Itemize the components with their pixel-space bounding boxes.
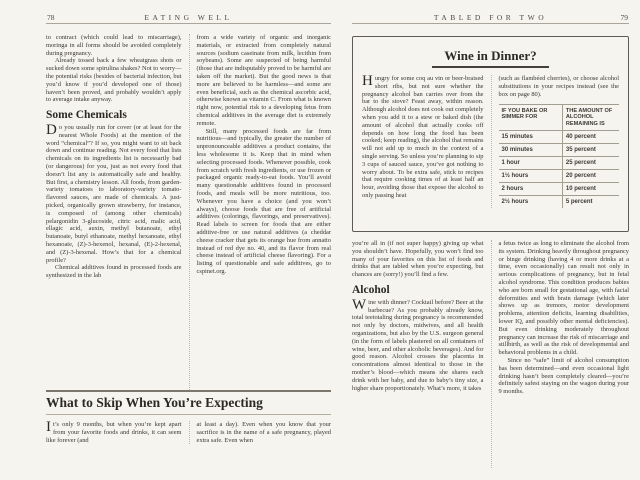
wine-box-column-2 — [491, 75, 620, 208]
section-what-to-skip — [46, 390, 331, 444]
section-column-1 — [46, 421, 189, 444]
table-row — [499, 144, 620, 157]
page-right — [352, 0, 629, 480]
paragraph — [46, 121, 182, 264]
wine-box-columns — [362, 75, 619, 208]
left-page-number: 78 — [47, 13, 55, 22]
right-column-1 — [352, 240, 491, 468]
paragraph — [352, 296, 484, 393]
wine-box-title-wrap — [362, 47, 619, 68]
table-cell: 30 minutes — [499, 144, 563, 157]
left-running-head: EATING WELL — [144, 13, 233, 22]
paragraph-text: ungry for some coq au vin or beer-braised short ribs, but not sure whether the pregnancy alcohol ban carries over from the bar to the stove? Feast away, within reason. Although alcohol does not cook out completely when you add it to a stew or baked dish (the amount of alcohol that actually cooks off depends on how long the food has been cooked; keep reading), the alcohol that remains will not add up to much in the context of a single serving. So unless you’re planning to sip 3 cups of sauced sauce, you’ve got nothing to worry about. To be extra safe, stick to recipes that require cooking times of at least half an hour, avoiding those that expose the alcohol to only passing heat — [362, 75, 484, 199]
table-row — [499, 183, 620, 196]
paragraph: you’re all in (if not super happy) giving up what you shouldn’t have. Hopefully, you won’t find too many of your favorites on this list of foods and drinks that are tabled when you’re expecting, but chances are (sorry!) you’ll find a few. — [352, 240, 484, 279]
table-cell: 2½ hours — [499, 196, 563, 209]
table-cell: 5 percent — [562, 196, 619, 209]
left-page-header — [46, 13, 331, 24]
table-cell: 20 percent — [562, 170, 619, 183]
left-column-2 — [189, 34, 332, 390]
table-cell: 15 minutes — [499, 131, 563, 144]
alcohol-remaining-table — [499, 104, 620, 208]
paragraph: Still, many processed foods are far from nutritious—and typically, the greater the number of unpronounceable additives a product contains, the less wholesome it is. Keep that in mind when selecting processed foods. Whenever possible, cook from scratch with fresh ingredients, or use frozen or packaged organic ready-to-eat foods. You’ll avoid many questionable additives found in processed foods, and meals will be more nutritious, too. Whenever you have a choice (and you won’t always), choose foods that are free of artificial additives (colorings, flavorings, and preservatives). Read labels to screen for foods that are either additive-free or use natural additives (a cheddar cheese cracker that gets its orange hue from annatto instead of red dye no. 40, and its flavor from real cheese instead of artificial cheese flavoring). For a listing of questionable and safe additives, go to cspinet.org. — [196, 127, 331, 275]
right-page-header — [352, 13, 629, 24]
section-columns — [46, 421, 331, 444]
right-running-head: TABLED FOR TWO — [433, 13, 548, 22]
drop-cap: H — [362, 73, 373, 89]
paragraph: Already tossed back a few wheatgrass shots or sucked down some spirulina shakes? Not to worry—the potential risks (besides of bacterial infection, but you’d know if you’d developed one of those) haven’t been proved, and probably wouldn’t apply to average intake anyway. — [46, 57, 182, 104]
table-header-cell: IF YOU BAKE OR SIMMER FOR — [499, 105, 563, 131]
subheading-some-chemicals: Some Chemicals — [46, 109, 127, 122]
paragraph-text: ine with dinner? Cocktail before? Beer at the barbecue? As you probably already know, total teetotaling during pregnancy is recommended not only by doctors, midwives, and all health organizations, but also by the U.S. surgeon general (in the form of labels plastered on all containers of wine, beer, and other alcoholic beverages). And for good reason. Alcohol crosses the placenta in concentrations almost identical to those in the mother’s blood—which means she shares each drink with her baby, and due to baby’s tiny size, a higher share proportionately. What’s more, it takes — [352, 298, 484, 392]
paragraph: from a wide variety of organic and inorganic materials, or extracted from completely natural sources (sodium caseinate from milk, lecithin from soybeans). Some are suspected of being harmful (those that are indisputably proved to be harmful are taken off the market). But the good news is that more are believed to be harmless—and some are even beneficial, such as the chemical ascorbic acid, otherwise known as vitamin C. From what is known right now, potential risk to a developing fetus from chemical additives in the average diet is extremely remote. — [196, 34, 331, 127]
paragraph: to contract (which could lead to miscarriage), moringa in all forms should be avoided completely during pregnancy. — [46, 34, 182, 57]
right-page-columns — [352, 240, 629, 468]
table-cell: 25 percent — [562, 157, 619, 170]
paragraph — [362, 75, 484, 200]
table-row — [499, 131, 620, 144]
table-cell: 1½ hours — [499, 170, 563, 183]
paragraph: (such as flambéed cherries), or choose alcohol substitutions in your recipes instead (see the box on page 80). — [498, 75, 619, 98]
left-column-1 — [46, 34, 189, 390]
subheading-alcohol: Alcohol — [352, 283, 390, 296]
table-header-cell: THE AMOUNT OF ALCOHOL REMAINING IS — [562, 105, 619, 131]
paragraph-text: o you usually run for cover (or at least for the nearest Whole Foods) at the mention of the word “chemical”? If so, you might want to sit back down and continue reading. Not every food that lists chemicals on its ingredients list is necessarily bad (or dangerous) for you, just as not every food that doesn’t list any is automatically safe and healthy. But first, a chemistry lesson. All foods, from garden-variety tomatoes to laboratory-variety tomato-flavored sauces, are made of chemicals. A just-picked, organically grown strawberry, for instance, is composed of (among other chemicals) pelargonidin 3-glucoside, citric acid, malic acid, ellagic acid, auxin, methyl butanoate, ethyl butanoate, butyl ethanoate, methyl hexanoate, ethyl hexanoate, (Z)-3-hexenol, hexanal, (E)-2-hexenal, and (Z)-3-hexenal. How’s that for a chemical profile? — [46, 123, 182, 264]
wine-box-title: Wine in Dinner? — [432, 48, 548, 68]
table-cell: 2 hours — [499, 183, 563, 196]
paragraph: Since no “safe” limit of alcohol consumption has been determined—and even occasional light drinking hasn’t been completely cleared—you’re definitely safest staying on the wagon during your 9 months. — [498, 356, 629, 396]
table-cell: 35 percent — [562, 144, 619, 157]
section-heading: What to Skip When You’re Expecting — [46, 395, 263, 410]
paragraph — [46, 421, 182, 444]
right-page-number: 79 — [620, 13, 628, 22]
drop-cap: I — [46, 419, 51, 435]
table-cell: 10 percent — [562, 183, 619, 196]
paragraph-text: t’s only 9 months, but when you’re kept apart from your favorite foods and drinks, it can seem like forever (and — [46, 421, 182, 444]
right-column-2 — [491, 240, 630, 468]
drop-cap: W — [352, 296, 367, 313]
table-row — [499, 170, 620, 183]
paragraph: Chemical additives found in processed foods are synthesized in the lab — [46, 264, 182, 280]
section-column-2 — [189, 421, 332, 444]
wine-box-column-1 — [362, 75, 491, 208]
wine-in-dinner-box — [352, 36, 629, 232]
drop-cap: D — [46, 121, 57, 138]
table-header-row — [499, 105, 620, 131]
paragraph: at least a day). Even when you know that your sacrifice is in the name of a safe pregnancy, played extra safe. Even when — [196, 421, 331, 444]
paragraph: a fetus twice as long to eliminate the alcohol from its system. Drinking heavily throughout pregnancy or binge drinking (having 4 or more drinks at a time, even occasionally) can result not only in serious complications of pregnancy, but in fetal alcohol syndrome. This condition produces babies who are born small for gestational age, with facial deformities and with brain damage (which later shows up as tremors, motor development problems, attention deficits, learning disabilities, lower IQ, and possibly other mental deficiencies). But even drinking moderately throughout pregnancy can increase the risk of miscarriage and stillbirth, as well as the risk of developmental and behavioral problems in a child. — [498, 240, 629, 357]
table-cell: 40 percent — [562, 131, 619, 144]
section-heading-rule — [46, 390, 331, 415]
page-left — [46, 0, 331, 480]
left-page-columns — [46, 34, 331, 390]
table-row — [499, 157, 620, 170]
table-row — [499, 196, 620, 209]
table-cell: 1 hour — [499, 157, 563, 170]
